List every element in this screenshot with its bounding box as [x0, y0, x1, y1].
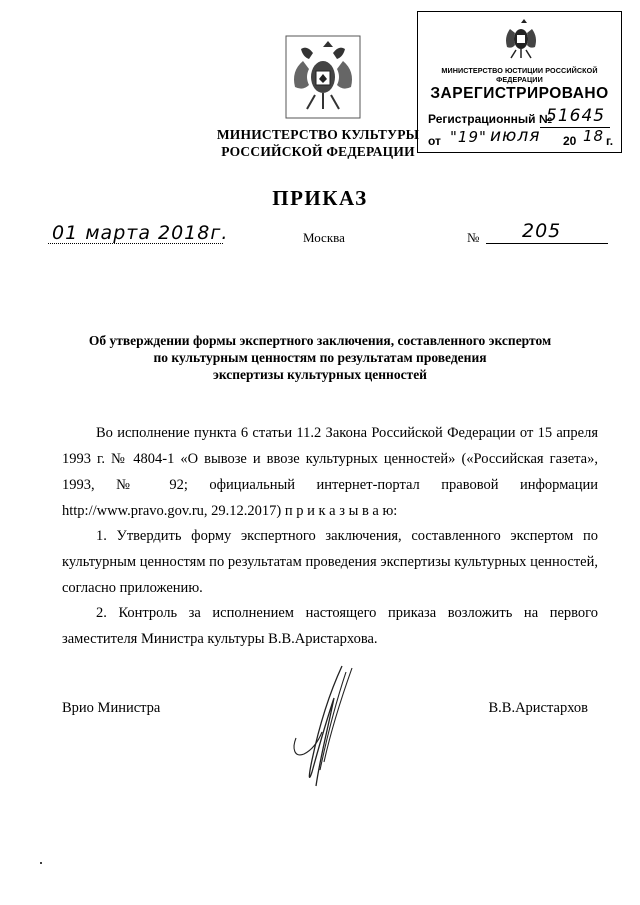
document-type: ПРИКАЗ — [272, 186, 368, 210]
document-number-label: № — [467, 230, 480, 245]
ministry-line-1: МИНИСТЕРСТВО КУЛЬТУРЫ — [216, 127, 420, 142]
ministry-name — [200, 126, 436, 160]
date-underline — [48, 243, 223, 244]
paragraph-item-2: 2. Контроль за исполнением настоящего приказа возложить на первого заместителя Министра культуры В.В.Аристархова. — [62, 605, 598, 647]
stamp-year-value: 18 — [583, 127, 605, 145]
stamp-date-row — [428, 126, 618, 148]
stamp-number-row — [428, 106, 618, 126]
document-number: 205 — [522, 220, 562, 242]
stamp-reg-number: 51645 — [546, 106, 606, 126]
document-city: Москва — [303, 230, 345, 245]
paragraph-preamble: Во исполнение пункта 6 статьи 11.2 Закона Российской Федерации от 15 апреля 1993 г. № 4804-1 «О вывозе и ввозе культурных ценностей» («Российская газета», 1993, № 92; официальный интернет-портал правовой информации http://www.pravo.gov.ru, 29.12.2017) п р и к а з ы в а ю: — [62, 425, 598, 519]
stamp-emblem-icon — [502, 17, 540, 61]
document-heading — [40, 332, 600, 383]
ministry-line-2: РОССИЙСКОЙ ФЕДЕРАЦИИ — [221, 144, 415, 159]
signatory-name: В.В.Аристархов — [488, 700, 588, 716]
registration-stamp — [417, 11, 622, 153]
stamp-year-suffix: г. — [606, 134, 614, 148]
stamp-registered: ЗАРЕГИСТРИРОВАНО — [430, 85, 609, 102]
heading-line-3: экспертизы культурных ценностей — [213, 367, 427, 382]
heading-line-1: Об утверждении формы экспертного заключения, составленного экспертом — [88, 333, 552, 348]
stamp-ministry: МИНИСТЕРСТВО ЮСТИЦИИ РОССИЙСКОЙ ФЕДЕРАЦИИ — [441, 66, 598, 84]
coat-of-arms-icon — [283, 33, 363, 121]
stamp-date-month: июля — [490, 126, 541, 146]
stamp-date-day: "19" — [450, 128, 487, 146]
stamp-year-prefix: 20 — [563, 134, 577, 148]
paragraph-item-1: 1. Утвердить форму экспертного заключения, составленного экспертом по культурным ценностям по результатам проведения экспертизы культурных ценностей, согласно приложению. — [62, 528, 598, 596]
stamp-date-prefix: от — [428, 134, 441, 148]
document-date: 01 марта 2018г. — [52, 222, 229, 244]
scan-speck — [40, 862, 42, 864]
handwritten-signature-icon — [282, 662, 360, 790]
heading-line-2: по культурным ценностям по результатам проведения — [153, 350, 487, 365]
stamp-reg-label: Регистрационный № — [428, 112, 553, 126]
number-underline — [486, 243, 608, 244]
signatory-title: Врио Министра — [62, 700, 161, 716]
